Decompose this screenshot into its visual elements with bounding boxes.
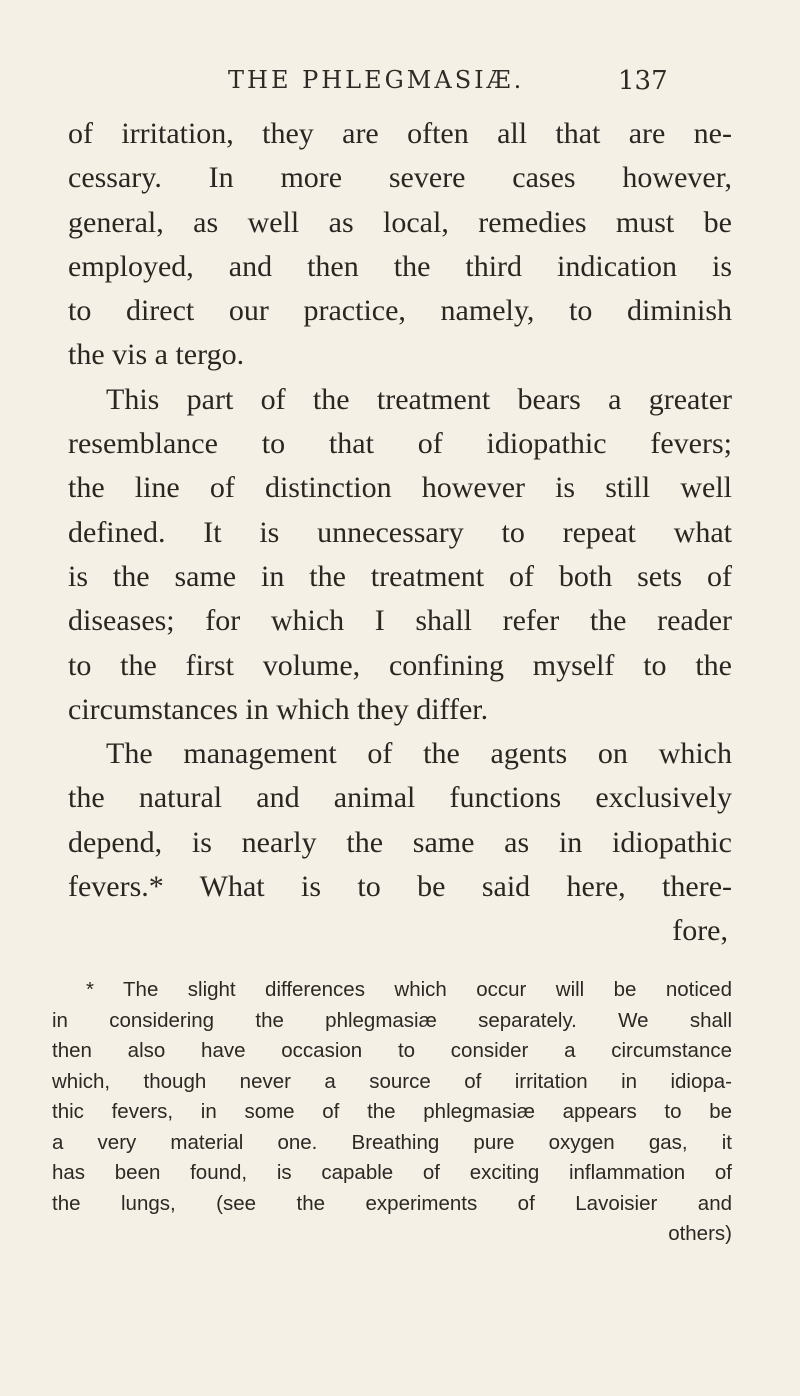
running-head [200,66,760,106]
text-line: to the first volume, confining myself to the [68,648,732,682]
text-line: fevers.* What is to be said here, there- [68,870,732,904]
footnote-line: which, though never a source of irritation in idiopa- [52,1069,732,1093]
text-line: circumstances in which they differ. [68,692,489,726]
footnote-line: then also have occasion to consider a circumstance [52,1039,732,1062]
text-line: general, as well as local, remedies must be [68,205,732,239]
footnote-line: a very material one. Breathing pure oxygen gas, it [52,1130,732,1154]
text-line: cessary. In more severe cases however, [68,161,732,195]
text-line: of irritation, they are often all that are ne- [68,117,732,150]
text-line: the line of distinction however is still well [68,471,732,505]
paragraph-start: This part of the treatment bears a greater [106,382,732,416]
text-line: employed, and then the third indication is [68,249,732,283]
footnote-line: others) [668,1222,732,1245]
text-line: depend, is nearly the same as in idiopathic [68,825,732,859]
footnote-line: has been found, is capable of exciting inflammation of [52,1161,732,1184]
text-line: resemblance to that of idiopathic fevers; [68,427,732,461]
text-line: diseases; for which I shall refer the reader [68,604,732,638]
footnote-line: thic fevers, in some of the phlegmasiæ appears to be [52,1100,732,1123]
main-text [68,112,732,954]
catchword: fore, [672,914,728,948]
page-number: 137 [618,66,668,96]
text-line: defined. It is unnecessary to repeat what [68,515,732,549]
footnote-line: * The slight differences which occur will be noticed [86,978,732,1001]
text-line: to direct our practice, namely, to diminish [68,294,732,328]
text-line: is the same in the treatment of both sets of [68,559,732,593]
footnote [52,975,732,1250]
text-line: the natural and animal functions exclusively [68,781,732,815]
footnote-line: the lungs, (see the experiments of Lavoisier and [52,1191,732,1215]
footnote-line: in considering the phlegmasiæ separately. We shall [52,1008,732,1032]
paragraph-start: The management of the agents on which [106,737,732,771]
running-title: THE PHLEGMASIÆ. [228,66,525,94]
text-line: the vis a tergo. [68,338,245,372]
